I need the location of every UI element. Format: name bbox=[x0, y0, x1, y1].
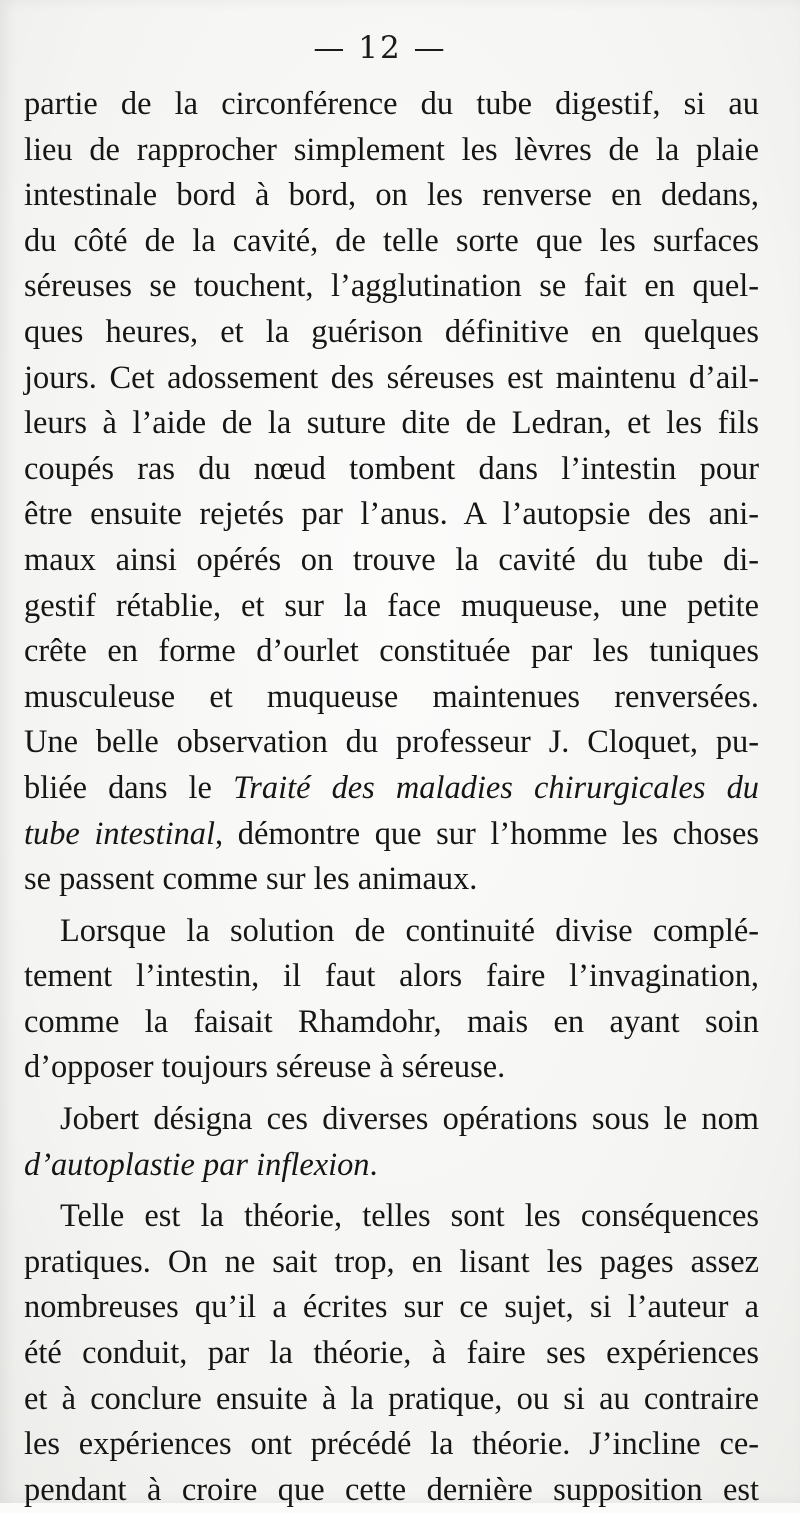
paragraph-3 bbox=[24, 1097, 759, 1188]
text-line: nombreuses qu’il a écrites sur ce sujet, si l’auteur a bbox=[24, 1289, 759, 1326]
text-line: été conduit, par la théorie, à faire ses expériences bbox=[24, 1335, 759, 1372]
text-line-with-italic bbox=[24, 766, 759, 812]
text-line: intestinale bord à bord, on les renverse en dedans, bbox=[24, 177, 759, 214]
italic-title: tube intestinal bbox=[24, 815, 215, 852]
text-line: d’opposer toujours séreuse à séreuse. bbox=[24, 1049, 506, 1086]
text-line: gestif rétablie, et sur la face muqueuse, une petite bbox=[24, 587, 759, 624]
body-text bbox=[24, 82, 759, 1513]
text-line: maux ainsi opérés on trouve la cavité du tube di- bbox=[24, 541, 759, 578]
text-line: musculeuse et muqueuse maintenues renversées. bbox=[24, 678, 759, 715]
text-line: Jobert désigna ces diverses opérations sous le nom bbox=[60, 1101, 759, 1138]
text-line: comme la faisait Rhamdohr, mais en ayant soin bbox=[24, 1003, 759, 1040]
text-line: leurs à l’aide de la suture dite de Ledran, et les fils bbox=[24, 405, 759, 442]
text-run: bliée dans le bbox=[24, 769, 234, 806]
text-line: partie de la circonférence du tube digestif, si au bbox=[24, 86, 759, 122]
text-line: pendant à croire que cette dernière supposition est bbox=[24, 1471, 759, 1508]
text-line: tement l’intestin, il faut alors faire l’invagination, bbox=[24, 958, 759, 995]
paragraph-4 bbox=[24, 1194, 759, 1513]
text-line: Lorsque la solution de continuité divise complé- bbox=[60, 912, 759, 949]
text-run: , démontre que sur l’homme les choses bbox=[215, 815, 759, 852]
italic-term: d’autoplastie par inflexion bbox=[24, 1146, 370, 1183]
paragraph-1 bbox=[24, 82, 759, 903]
text-line: jours. Cet adossement des séreuses est maintenu d’ail- bbox=[24, 359, 759, 396]
text-line: crête en forme d’ourlet constituée par les tuniques bbox=[24, 633, 759, 670]
text-run: . bbox=[369, 1146, 378, 1183]
page-number: — 12 — bbox=[313, 30, 447, 66]
text-line: Telle est la théorie, telles sont les conséquences bbox=[60, 1198, 759, 1235]
text-line: être ensuite rejetés par l’anus. A l’autopsie des ani- bbox=[24, 496, 759, 533]
text-line: les expériences ont précédé la théorie. J’incline ce- bbox=[24, 1426, 759, 1463]
paragraph-2 bbox=[24, 909, 759, 1091]
text-line: coupés ras du nœud tombent dans l’intestin pour bbox=[24, 450, 759, 487]
text-line: se passent comme sur les animaux. bbox=[24, 861, 478, 898]
text-line: pratiques. On ne sait trop, en lisant les pages assez bbox=[24, 1243, 759, 1280]
text-line: du côté de la cavité, de telle sorte que les surfaces bbox=[24, 222, 759, 259]
text-line: Une belle observation du professeur J. Cloquet, pu- bbox=[24, 724, 759, 761]
text-line: séreuses se touchent, l’agglutination se fait en quel- bbox=[24, 268, 759, 305]
text-line: ques heures, et la guérison définitive en quelques bbox=[24, 313, 759, 350]
text-line: lieu de rapprocher simplement les lèvres de la plaie bbox=[24, 131, 759, 168]
text-line-with-italic bbox=[24, 1143, 759, 1189]
text-line: et à conclure ensuite à la pratique, ou si au contraire bbox=[24, 1380, 759, 1417]
italic-title: Traité des maladies chirurgicales du bbox=[233, 769, 759, 806]
text-line-with-italic bbox=[24, 812, 759, 858]
